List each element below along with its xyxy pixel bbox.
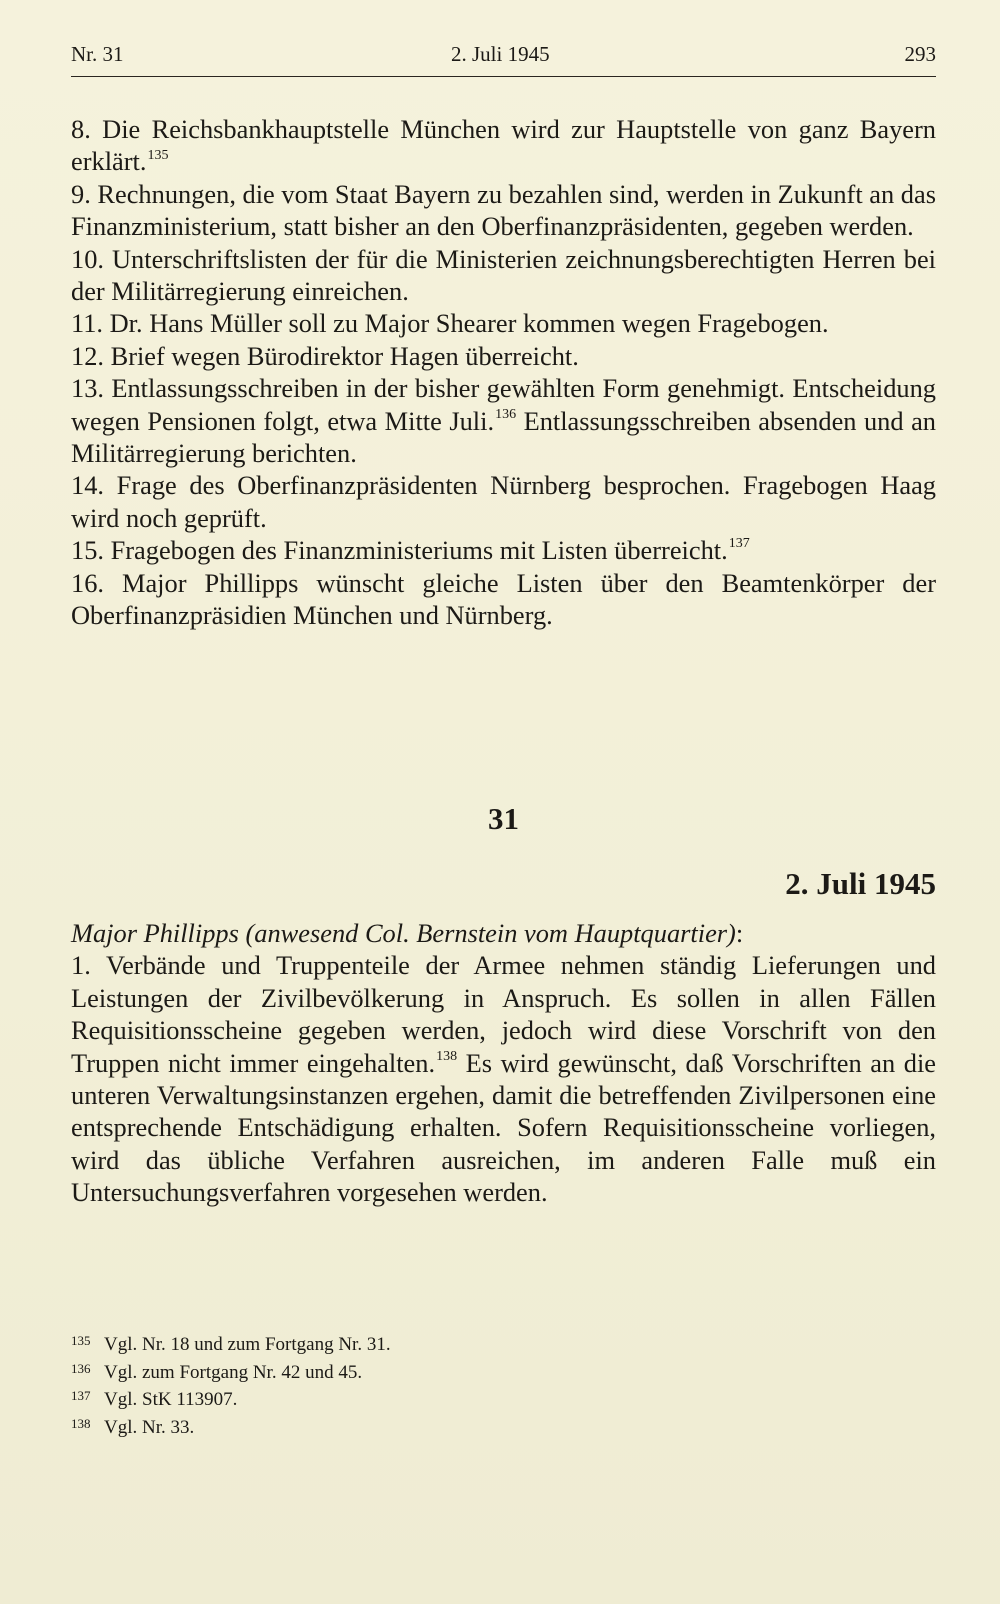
- running-head-document-number: Nr. 31: [71, 42, 124, 66]
- document-number-heading: 31: [488, 801, 519, 836]
- footnote-136: [71, 1359, 936, 1387]
- footnote-ref-137[interactable]: 137: [728, 536, 750, 552]
- footnote-text: Vgl. Nr. 18 und zum Fortgang Nr. 31.: [104, 1334, 391, 1355]
- agenda-item-15: 15. Fragebogen des Finanzministeriums mit Listen überreicht.$^{137}$: [71, 535, 750, 566]
- footnote-text: Vgl. Nr. 33.: [104, 1416, 195, 1438]
- footnote-number: 136: [71, 1360, 91, 1376]
- agenda-item-16: 16. Major Phillipps wünscht gleiche Listen über den Beamtenkörper der Oberfinanzpräsidien München und Nürnberg.: [71, 567, 936, 631]
- running-head: [71, 42, 936, 72]
- footnote-ref-138[interactable]: 138: [436, 1048, 458, 1064]
- document-31-body: [71, 917, 936, 1209]
- footnote-137: [71, 1386, 936, 1414]
- footnote-text: Vgl. zum Fortgang Nr. 42 und 45.: [104, 1361, 363, 1383]
- footnote-number: 135: [71, 1333, 91, 1348]
- footnote-135: [71, 1331, 936, 1359]
- footnote-text: Vgl. StK 113907.: [104, 1389, 238, 1410]
- agenda-items: [71, 113, 936, 632]
- footnote-ref-135[interactable]: 135: [147, 147, 169, 163]
- speaker-name: Major Phillipps (anwesend Col. Bernstein vom Hauptquartier): [71, 918, 736, 948]
- footnote-ref-136[interactable]: 136: [495, 406, 517, 422]
- footnote-number: 138: [71, 1415, 91, 1431]
- footnote-number: 137: [71, 1388, 91, 1403]
- agenda-item-11: 11. Dr. Hans Müller soll zu Major Shearer kommen wegen Fragebogen.: [71, 308, 829, 339]
- agenda-item-9: 9. Rechnungen, die vom Staat Bayern zu bezahlen sind, werden in Zukunft an das Finanzministerium, statt bisher an den Oberfinanzpräsidenten, gegeben werden.: [71, 178, 936, 242]
- agenda-item-13: 13. Entlassungsschreiben in der bisher gewählten Form genehmigt. Entscheidung wegen Pensionen folgt, etwa Mitte Juli.$^{136}$ Entlassungsschreiben absenden und an Militärregierung berichten.: [71, 373, 936, 469]
- agenda-item-14: 14. Frage des Oberfinanzpräsidenten Nürnberg besprochen. Fragebogen Haag wird noch geprüft.: [71, 470, 936, 533]
- agenda-item-8: 8. Die Reichsbankhauptstelle München wird zur Hauptstelle von ganz Bayern erklärt.$^{135}$: [71, 114, 936, 177]
- agenda-item-12: 12. Brief wegen Bürodirektor Hagen überreicht.: [71, 340, 579, 371]
- speaker-line: Major Phillipps (anwesend Col. Bernstein vom Hauptquartier):: [71, 918, 744, 948]
- agenda-item-10: 10. Unterschriftslisten der für die Ministerien zeichnungsberechtigten Herren bei der Militärregierung einreichen.: [71, 243, 936, 307]
- footnotes: [71, 1331, 936, 1441]
- header-rule: [71, 76, 936, 77]
- page-number: 293: [904, 42, 936, 66]
- running-head-date: 2. Juli 1945: [451, 42, 550, 66]
- footnote-138: [71, 1414, 936, 1442]
- document-date-heading: 2. Juli 1945: [785, 866, 936, 901]
- paragraph-1: 1. Verbände und Truppenteile der Armee nehmen ständig Lieferungen und Leistungen der Zivilbevölkerung in Anspruch. Es sollen in allen Fällen Requisitionsscheine gegeben werden, jedoch wird diese Vorschrift von den Truppen nicht immer eingehalten.$^{138}$ Es wird gewünscht, daß Vorschriften an die unteren Verwaltungsinstanzen ergehen, damit die betreffenden Zivilpersonen eine entsprechende Entschädigung erhalten. Sofern Requisitionsscheine vorliegen, wird das übliche Verfahren ausreichen, im anderen Falle muß ein Untersuchungsverfahren vorgesehen werden.: [71, 950, 936, 1208]
